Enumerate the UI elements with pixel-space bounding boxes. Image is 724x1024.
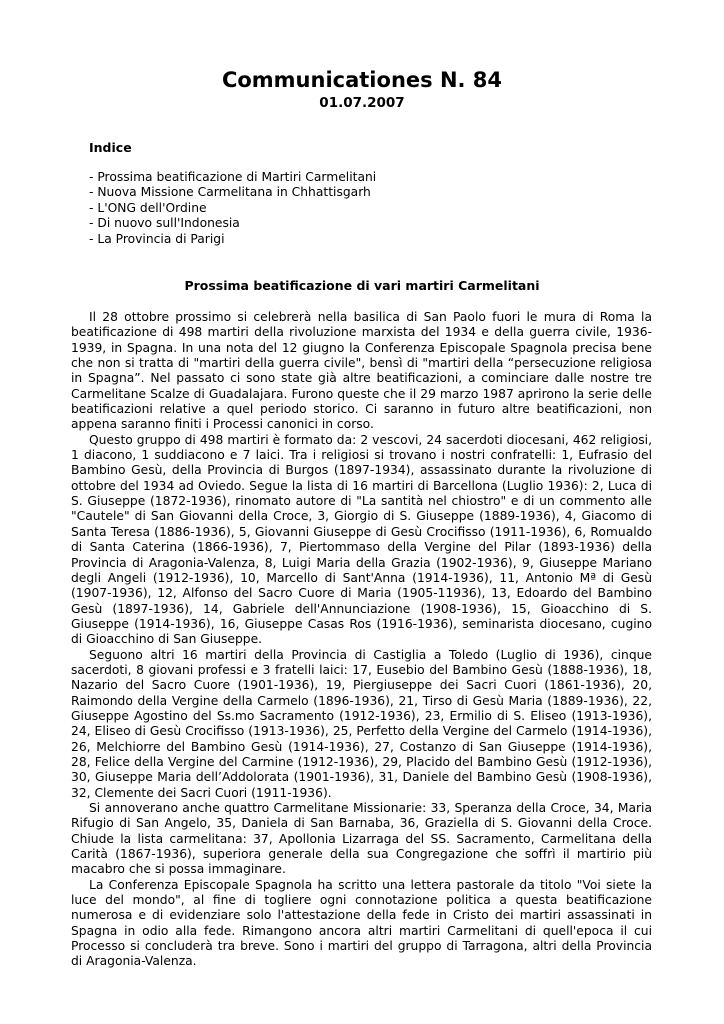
section-title: Prossima beatificazione di vari martiri Carmelitani	[184, 278, 540, 293]
document-date: 01.07.2007	[319, 95, 405, 111]
section-body	[71, 310, 652, 970]
index-item: - Di nuovo sull'Indonesia	[89, 216, 240, 231]
body-paragraph: La Conferenza Episcopale Spagnola ha scritto una lettera pastorale da titolo "Voi siete la luce del mondo", al fine di togliere ogni connotazione politica a questa beatificazione numerosa e di evidenziare solo l'attestazione della fede in Cristo dei martiri assassinati in Spagna in odio alla fede. Rimangono ancora altri martiri Carmelitani di quell'epoca il cui Processo si concluderà tra breve. Sono i martiri del gruppo di Tarragona, altri della Provincia di Aragonia-Valenza.	[71, 877, 652, 969]
body-paragraph: Si annoverano anche quattro Carmelitane Missionarie: 33, Speranza della Croce, 34, Maria Rifugio di San Angelo, 35, Daniela di San Barnaba, 36, Graziella di S. Giovanni della Croce. Chiude la lista carmelitana: 37, Apollonia Lizarraga del SS. Sacramento, Carmelitana della Carità (1867-1936), superiora generale della sua Congregazione che soffrì il martirio più macabro che si possa immaginare.	[71, 801, 652, 877]
document-title: Communicationes N. 84	[221, 68, 503, 92]
index-list	[89, 170, 376, 247]
body-paragraph: Questo gruppo di 498 martiri è formato da: 2 vescovi, 24 sacerdoti diocesani, 462 religiosi, 1 diacono, 1 suddiacono e 7 laici. Tra i religiosi si trovano i nostri confratelli: 1, Eufrasio del Bambino Gesù, della Provincia di Burgos (1897-1934), assassinato durante la rivoluzione di ottobre del 1934 ad Oviedo. Segue la lista di 16 martiri di Barcellona (Luglio 1936): 2, Luca di S. Giuseppe (1872-1936), rinomato autore di "La santità nel chiostro" e di un commento alle "Cautele" di San Giovanni della Croce, 3, Giorgio di S. Giuseppe (1889-1936), 4, Giacomo di Santa Teresa (1886-1936), 5, Giovanni Giuseppe di Gesù Crocifisso (1911-1936), 6, Romualdo di Santa Caterina (1866-1936), 7, Piertommaso della Vergine del Pilar (1893-1936) della Provincia di Aragonia-Valenza, 8, Luigi Maria della Grazia (1902-1936), 9, Giuseppe Mariano degli Angeli (1912-1936), 10, Marcello di Sant'Anna (1914-1936), 11, Antonio Mª di Gesù (1907-1936), 12, Alfonso del Sacro Cuore di Maria (1905-11936), 13, Edoardo del Bambino Gesù (1897-1936), 14, Gabriele dell'Annunciazione (1908-1936), 15, Gioacchino di S. Giuseppe (1914-1936), 16, Giuseppe Casas Ros (1916-1936), seminarista diocesano, cugino di Gioacchino di San Giuseppe.	[71, 432, 652, 647]
index-item: - L'ONG dell'Ordine	[89, 200, 207, 215]
index-item: - La Provincia di Parigi	[89, 231, 225, 246]
index-item: - Nuova Missione Carmelitana in Chhattisgarh	[89, 185, 371, 200]
body-paragraph: Il 28 ottobre prossimo si celebrerà nella basilica di San Paolo fuori le mura di Roma la beatificazione di 498 martiri della rivoluzione marxista del 1934 e della guerra civile, 1936-1939, in Spagna. In una nota del 12 giugno la Conferenza Episcopale Spagnola precisa bene che non si tratta di "martiri della guerra civile", bensì di "martiri della “persecuzione religiosa in Spagna”. Nel passato ci sono state già altre beatificazioni, a cominciare dalle nostre tre Carmelitane Scalze di Guadalajara. Furono queste che il 29 marzo 1987 aprirono la serie delle beatificazioni relative a quel periodo storico. Ci saranno in futuro altre beatificazioni, non appena saranno finiti i Processi canonici in corso.	[71, 310, 652, 432]
body-paragraph: Seguono altri 16 martiri della Provincia di Castiglia a Toledo (Luglio di 1936), cinque sacerdoti, 8 giovani professi e 3 fratelli laici: 17, Eusebio del Bambino Gesù (1888-1936), 18, Nazario del Sacro Cuore (1901-1936), 19, Piergiuseppe dei Sacri Cuori (1861-1936), 20, Raimondo della Vergine della Carmelo (1896-1936), 21, Tirso di Gesù Maria (1889-1936), 22, Giuseppe Agostino del Ss.mo Sacramento (1912-1936), 23, Ermilio di S. Eliseo (1913-1936), 24, Eliseo di Gesù Crocifisso (1913-1936), 25, Perfetto della Vergine del Carmelo (1914-1936), 26, Melchiorre del Bambino Gesù (1914-1936), 27, Costanzo di San Giuseppe (1914-1936), 28, Felice della Vergine del Carmine (1912-1936), 29, Placido del Bambino Gesù (1912-1936), 30, Giuseppe Maria dell’Addolorata (1901-1936), 31, Daniele del Bambino Gesù (1908-1936), 32, Clemente dei Sacri Cuori (1911-1936).	[71, 647, 652, 800]
index-item: - Prossima beatificazione di Martiri Carmelitani	[89, 170, 377, 184]
index-heading: Indice	[89, 140, 132, 155]
